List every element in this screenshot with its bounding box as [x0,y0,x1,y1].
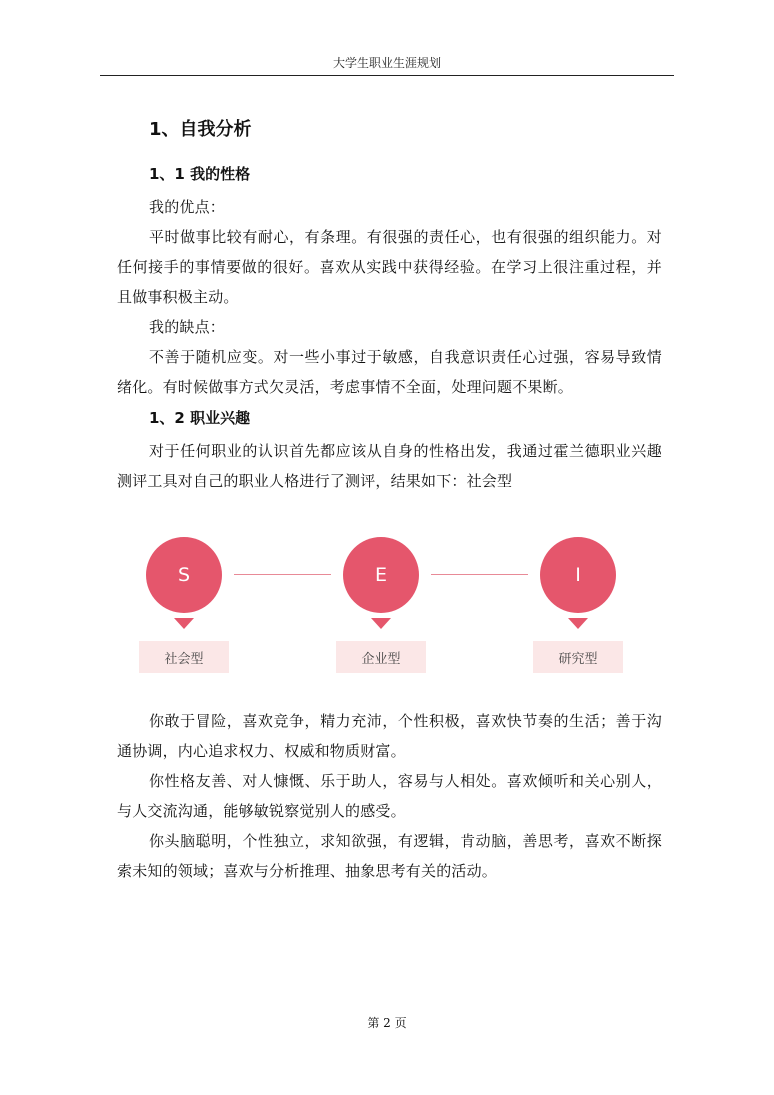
subsection-heading-interest: 1、2 职业兴趣 [149,409,251,427]
interest-intro-paragraph: 对于任何职业的认识首先都应该从自身的性格出发，我通过霍兰德职业兴趣测评工具对自己的职业人格进行了测评，结果如下：社会型 [117,442,662,490]
result-paragraph-investigative: 你头脑聪明，个性独立，求知欲强，有逻辑，肯动脑，善思考，喜欢不断探索未知的领域；喜欢与分析推理、抽象思考有关的活动。 [117,832,662,880]
pointer-triangle-icon [568,618,588,629]
node-circle: I [540,537,616,613]
strengths-label: 我的优点： [149,198,226,216]
holland-node-s [139,534,229,684]
result-paragraph-enterprising: 你敢于冒险，喜欢竞争，精力充沛，个性积极，喜欢快节奏的生活；善于沟通协调，内心追求权力、权威和物质财富。 [117,712,662,760]
holland-code-diagram [117,534,662,684]
node-label: 社会型 [139,641,229,673]
document-body [117,114,662,886]
page-header: 大学生职业生涯规划 [332,56,441,70]
node-label: 研究型 [533,641,623,673]
weaknesses-label: 我的缺点： [149,318,226,336]
pointer-triangle-icon [371,618,391,629]
subsection-heading-personality: 1、1 我的性格 [149,165,251,183]
node-circle: S [146,537,222,613]
holland-node-i [533,534,623,684]
node-label: 企业型 [336,641,426,673]
connector-line [234,574,331,575]
node-circle: E [343,537,419,613]
connector-line [431,574,528,575]
page-number: 第 2 页 [367,1016,407,1030]
strengths-paragraph: 平时做事比较有耐心，有条理。有很强的责任心，也有很强的组织能力。对任何接手的事情要做的很好。喜欢从实践中获得经验。在学习上很注重过程，并且做事积极主动。 [117,228,662,306]
header-rule [100,75,674,76]
result-paragraph-social: 你性格友善、对人慷慨、乐于助人，容易与人相处。喜欢倾听和关心别人，与人交流沟通，能够敏锐察觉别人的感受。 [117,772,662,820]
weaknesses-paragraph: 不善于随机应变。对一些小事过于敏感，自我意识责任心过强，容易导致情绪化。有时候做事方式欠灵活，考虑事情不全面，处理问题不果断。 [117,348,662,396]
holland-node-e [336,534,426,684]
pointer-triangle-icon [174,618,194,629]
section-heading: 1、自我分析 [149,119,252,140]
